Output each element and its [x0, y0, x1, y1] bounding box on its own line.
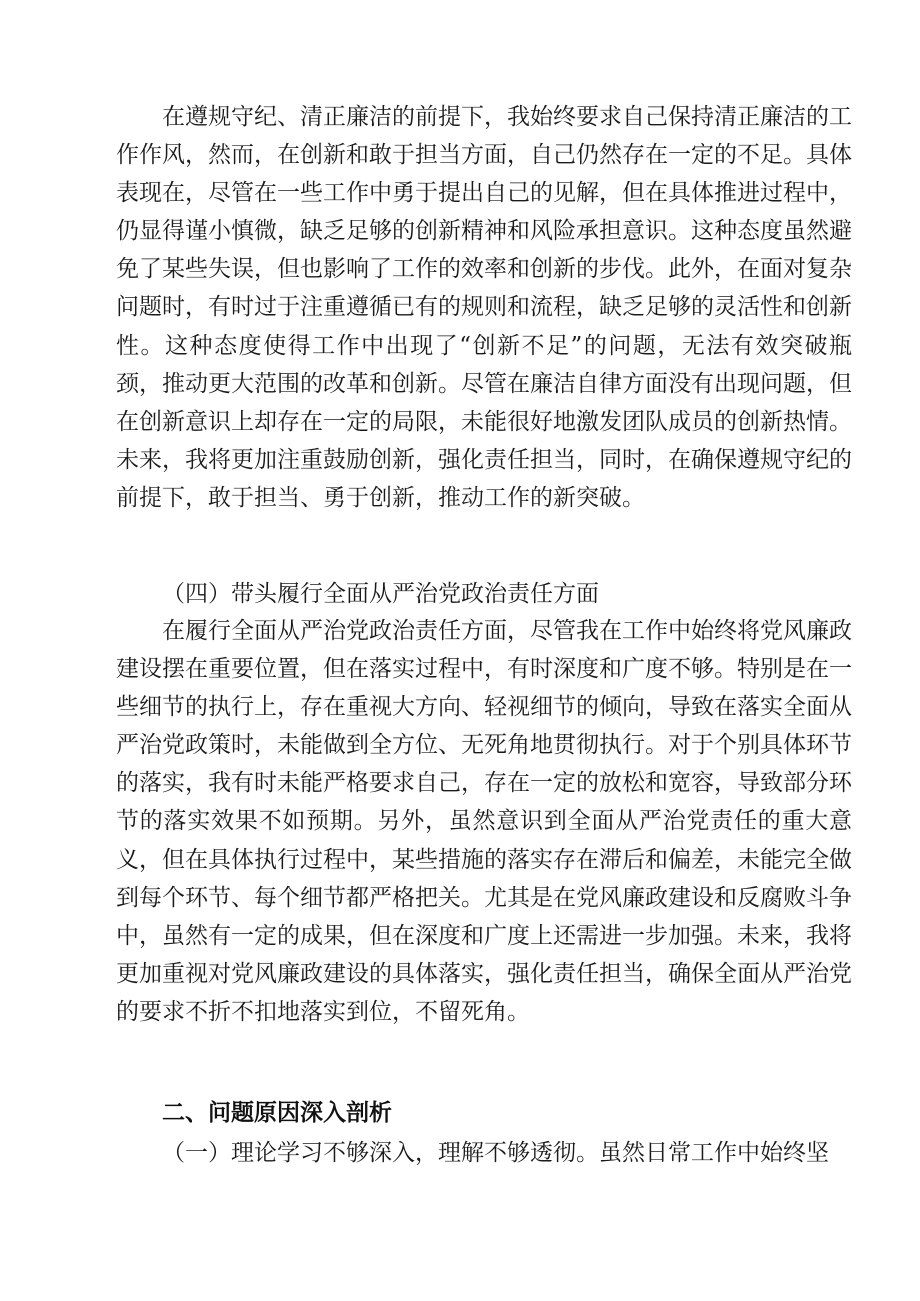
section-heading-cause-analysis: 二、问题原因深入剖析 — [162, 1100, 392, 1126]
paragraph-theory-study: （一）理论学习不够深入，理解不够透彻。虽然日常工作中始终坚 — [162, 1140, 829, 1166]
section-subheading-four: （四）带头履行全面从严治党政治责任方面 — [162, 581, 599, 607]
paragraph-integrity-innovation: 在遵规守纪、清正廉洁的前提下，我始终要求自己保持清正廉洁的工作作风，然而，在创新和敢于担当方面，自己仍然存在一定的不足。具体表现在，尽管在一些工作中勇于提出自己的见解，但在具体推进过程中，仍显得谨小慎微，缺乏足够的创新精神和风险承担意识。这种态度虽然避免了某些失误，但也影响了工作的效率和创新的步伐。此外，在面对复杂问题时，有时过于注重遵循已有的规则和流程，缺乏足够的灵活性和创新性。这种态度使得工作中出现了“创新不足”的问题，无法有效突破瓶颈，推动更大范围的改革和创新。尽管在廉洁自律方面没有出现问题，但在创新意识上却存在一定的局限，未能很好地激发团队成员的创新热情。未来，我将更加注重鼓励创新，强化责任担当，同时，在确保遵规守纪的前提下，敢于担当、勇于创新，推动工作的新突破。 — [116, 104, 852, 511]
paragraph-party-responsibility: 在履行全面从严治党政治责任方面，尽管我在工作中始终将党风廉政建设摆在重要位置，但在落实过程中，有时深度和广度不够。特别是在一些细节的执行上，存在重视大方向、轻视细节的倾向，导致在落实全面从严治党政策时，未能做到全方位、无死角地贯彻执行。对于个别具体环节的落实，我有时未能严格要求自己，存在一定的放松和宽容，导致部分环节的落实效果不如预期。另外，虽然意识到全面从严治党责任的重大意义，但在具体执行过程中，某些措施的落实存在滞后和偏差，未能完全做到每个环节、每个细节都严格把关。尤其是在党风廉政建设和反腐败斗争中，虽然有一定的成果，但在深度和广度上还需进一步加强。未来，我将更加重视对党风廉政建设的具体落实，强化责任担当，确保全面从严治党的要求不折不扣地落实到位，不留死角。 — [116, 618, 852, 1025]
